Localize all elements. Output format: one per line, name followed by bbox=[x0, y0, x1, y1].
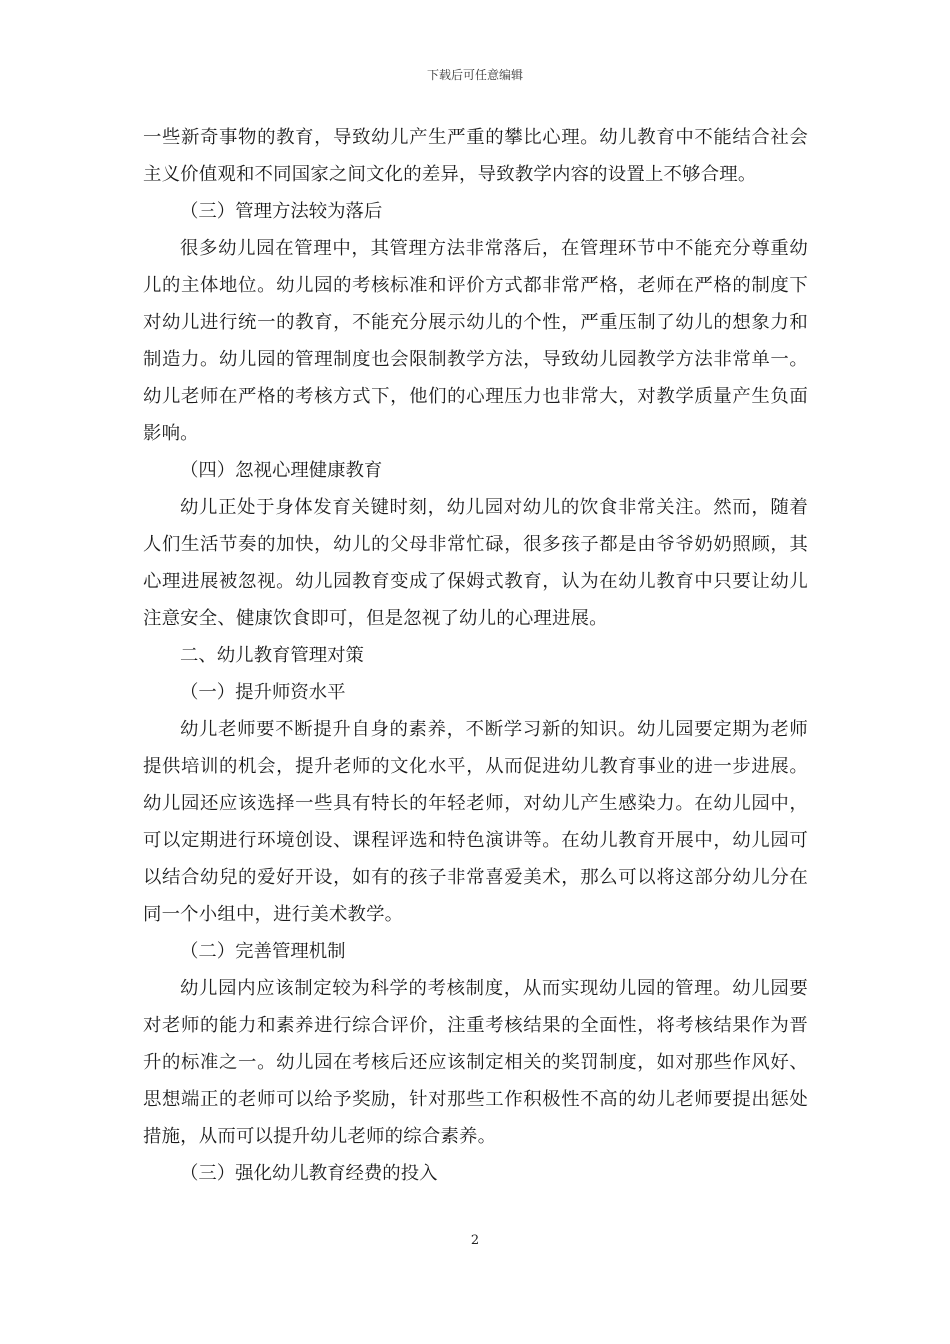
paragraph: 幼儿园内应该制定较为科学的考核制度，从而实现幼儿园的管理。幼儿园要对老师的能力和素养进行综合评价，注重考核结果的全面性，将考核结果作为晋升的标准之一。幼儿园在考核后还应该制定相关的奖罚制度，如对那些作风好、思想端正的老师可以给予奖励，针对那些工作积极性不高的幼儿老师要提出惩处措施，从而可以提升幼儿老师的综合素养。 bbox=[143, 978, 808, 1147]
document-body bbox=[143, 119, 808, 1192]
paragraph: 幼儿正处于身体发育关键时刻，幼儿园对幼儿的饮食非常关注。然而，随着人们生活节奏的加快，幼儿的父母非常忙碌，很多孩子都是由爷爷奶奶照顾，其心理进展被忽视。幼儿园教育变成了保姆式教育，认为在幼儿教育中只要让幼儿注意安全、健康饮食即可，但是忽视了幼儿的心理进展。 bbox=[143, 497, 808, 629]
section-heading: （三）强化幼儿教育经费的投入 bbox=[180, 1163, 438, 1184]
paragraph: 一些新奇事物的教育，导致幼儿产生严重的攀比心理。幼儿教育中不能结合社会主义价值观和不同国家之间文化的差异，导致教学内容的设置上不够合理。 bbox=[143, 127, 808, 185]
paragraph: 很多幼儿园在管理中，其管理方法非常落后，在管理环节中不能充分尊重幼儿的主体地位。幼儿园的考核标准和评价方式都非常严格，老师在严格的制度下对幼儿进行统一的教育，不能充分展示幼儿的个性，严重压制了幼儿的想象力和制造力。幼儿园的管理制度也会限制教学方法，导致幼儿园教学方法非常单一。幼儿老师在严格的考核方式下，他们的心理压力也非常大，对教学质量产生负面影响。 bbox=[143, 238, 808, 444]
section-heading: （二）完善管理机制 bbox=[180, 941, 346, 962]
section-heading: （四）忽视心理健康教育 bbox=[180, 460, 383, 481]
page-number: 2 bbox=[470, 1233, 480, 1248]
page-header: 下载后可任意编辑 bbox=[426, 68, 523, 82]
chapter-heading: 二、幼儿教育管理对策 bbox=[180, 645, 364, 666]
section-heading: （一）提升师资水平 bbox=[180, 682, 346, 703]
section-heading: （三）管理方法较为落后 bbox=[180, 201, 383, 222]
paragraph: 幼儿老师要不断提升自身的素养，不断学习新的知识。幼儿园要定期为老师提供培训的机会，提升老师的文化水平，从而促进幼儿教育事业的进一步进展。幼儿园还应该选择一些具有特长的年轻老师，对幼儿产生感染力。在幼儿园中，可以定期进行环境创设、课程评选和特色演讲等。在幼儿教育开展中，幼儿园可以结合幼兒的爱好开设，如有的孩子非常喜爱美术，那么可以将这部分幼儿分在同一个小组中，进行美术教学。 bbox=[143, 719, 808, 925]
